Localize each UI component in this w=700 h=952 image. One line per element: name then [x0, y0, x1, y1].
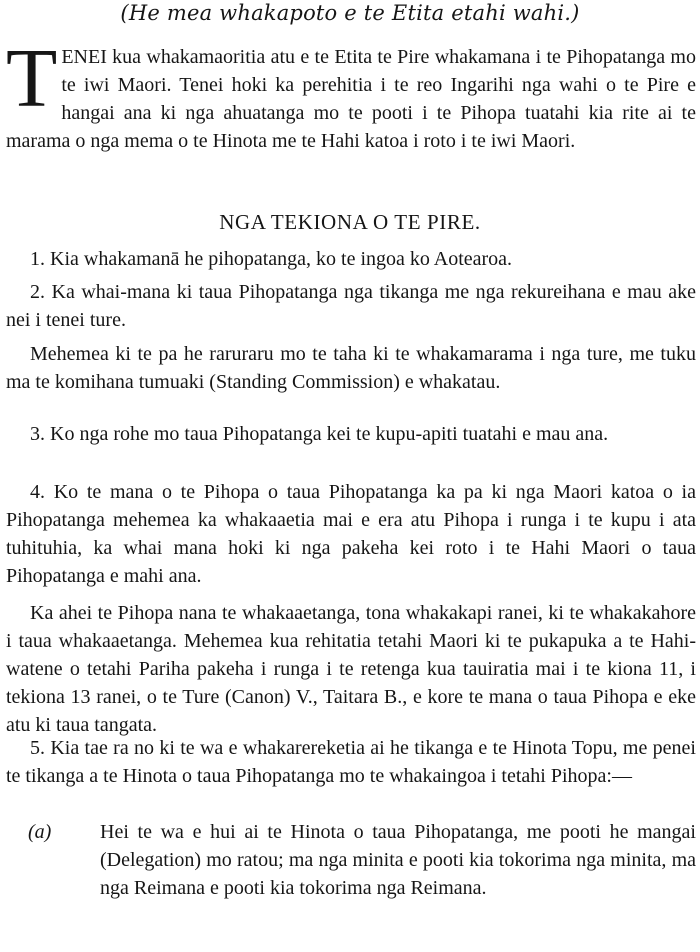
- clause-4-note: Ka ahei te Pihopa nana te whakaaetanga, tona whakakapi ranei, ki te whakakahore i taua whakaaetanga. Mehemea kua rehitatia tetahi Maori ki te pukapuka a te Hahi-watene o tetahi Pariha pakeha i runga i te retenga kua tauiratia mai i te kiona 11, i tekiona 13 ranei, o te Ture (Canon) V., Taitara B., e kore te mana o taua Pihopa e eke atu ki taua tangata.: [6, 602, 696, 736]
- clause-3: 3. Ko nga rohe mo taua Pihopatanga kei te kupu-apiti tuatahi e mau ana.: [30, 423, 609, 445]
- clause-1: 1. Kia whakamanā he pihopatanga, ko te ingoa ko Aotearoa.: [30, 248, 513, 270]
- clause-2: 2. Ka whai-mana ki taua Pihopatanga nga tikanga me nga rekureihana e mau ake nei i tenei ture.: [6, 281, 696, 331]
- editor-note: (He mea whakapoto e te Etita etahi wahi.): [120, 1, 580, 25]
- drop-cap: T: [6, 32, 58, 125]
- sub-item-marker: (a): [28, 821, 52, 843]
- clause-5: 5. Kia tae ra no ki te wa e whakarereketia ai he tikanga e te Hinota Topu, me penei te tikanga a te Hinota o taua Pihopatanga mo te whakaingoa i tetahi Pihopa:—: [6, 737, 696, 787]
- sub-item-a: [28, 818, 696, 902]
- section-heading: NGA TEKIONA O TE PIRE.: [219, 210, 481, 234]
- sub-item-text: Hei te wa e hui ai te Hinota o taua Pihopatanga, me pooti he mangai (Delegation) mo ratou; ma nga minita e pooti kia tokorima nga minita, ma nga Reimana e pooti kia tokorima nga Reimana.: [100, 821, 696, 899]
- clause-2-note: Mehemea ki te pa he raruraru mo te taha ki te whakamarama i nga ture, me tuku ma te komihana tumuaki (Standing Commission) e whakatau.: [6, 343, 696, 393]
- clause-4: 4. Ko te mana o te Pihopa o taua Pihopatanga ka pa ki nga Maori katoa o ia Pihopatanga mehemea ka whakaaetia mai e era atu Pihopa i runga i te kupu i ata tuhituhia, ka whai mana hoki ki nga pakeha kei roto i te Hahi Maori o taua Pihopatanga e mahi ana.: [6, 481, 696, 587]
- intro-paragraph: [6, 32, 696, 155]
- intro-text: ENEI kua whakamaoritia atu e te Etita te Pire whakamana i te Pihopatanga mo te iwi Maori. Tenei hoki ka perehitia i te reo Ingarihi nga wahi o te Pire e hangai ana ki nga ahuatanga mo te pooti i te Pihopa tuatahi kia rite ai te marama o nga mema o te Hinota me te Hahi katoa i roto i te iwi Maori.: [6, 46, 696, 152]
